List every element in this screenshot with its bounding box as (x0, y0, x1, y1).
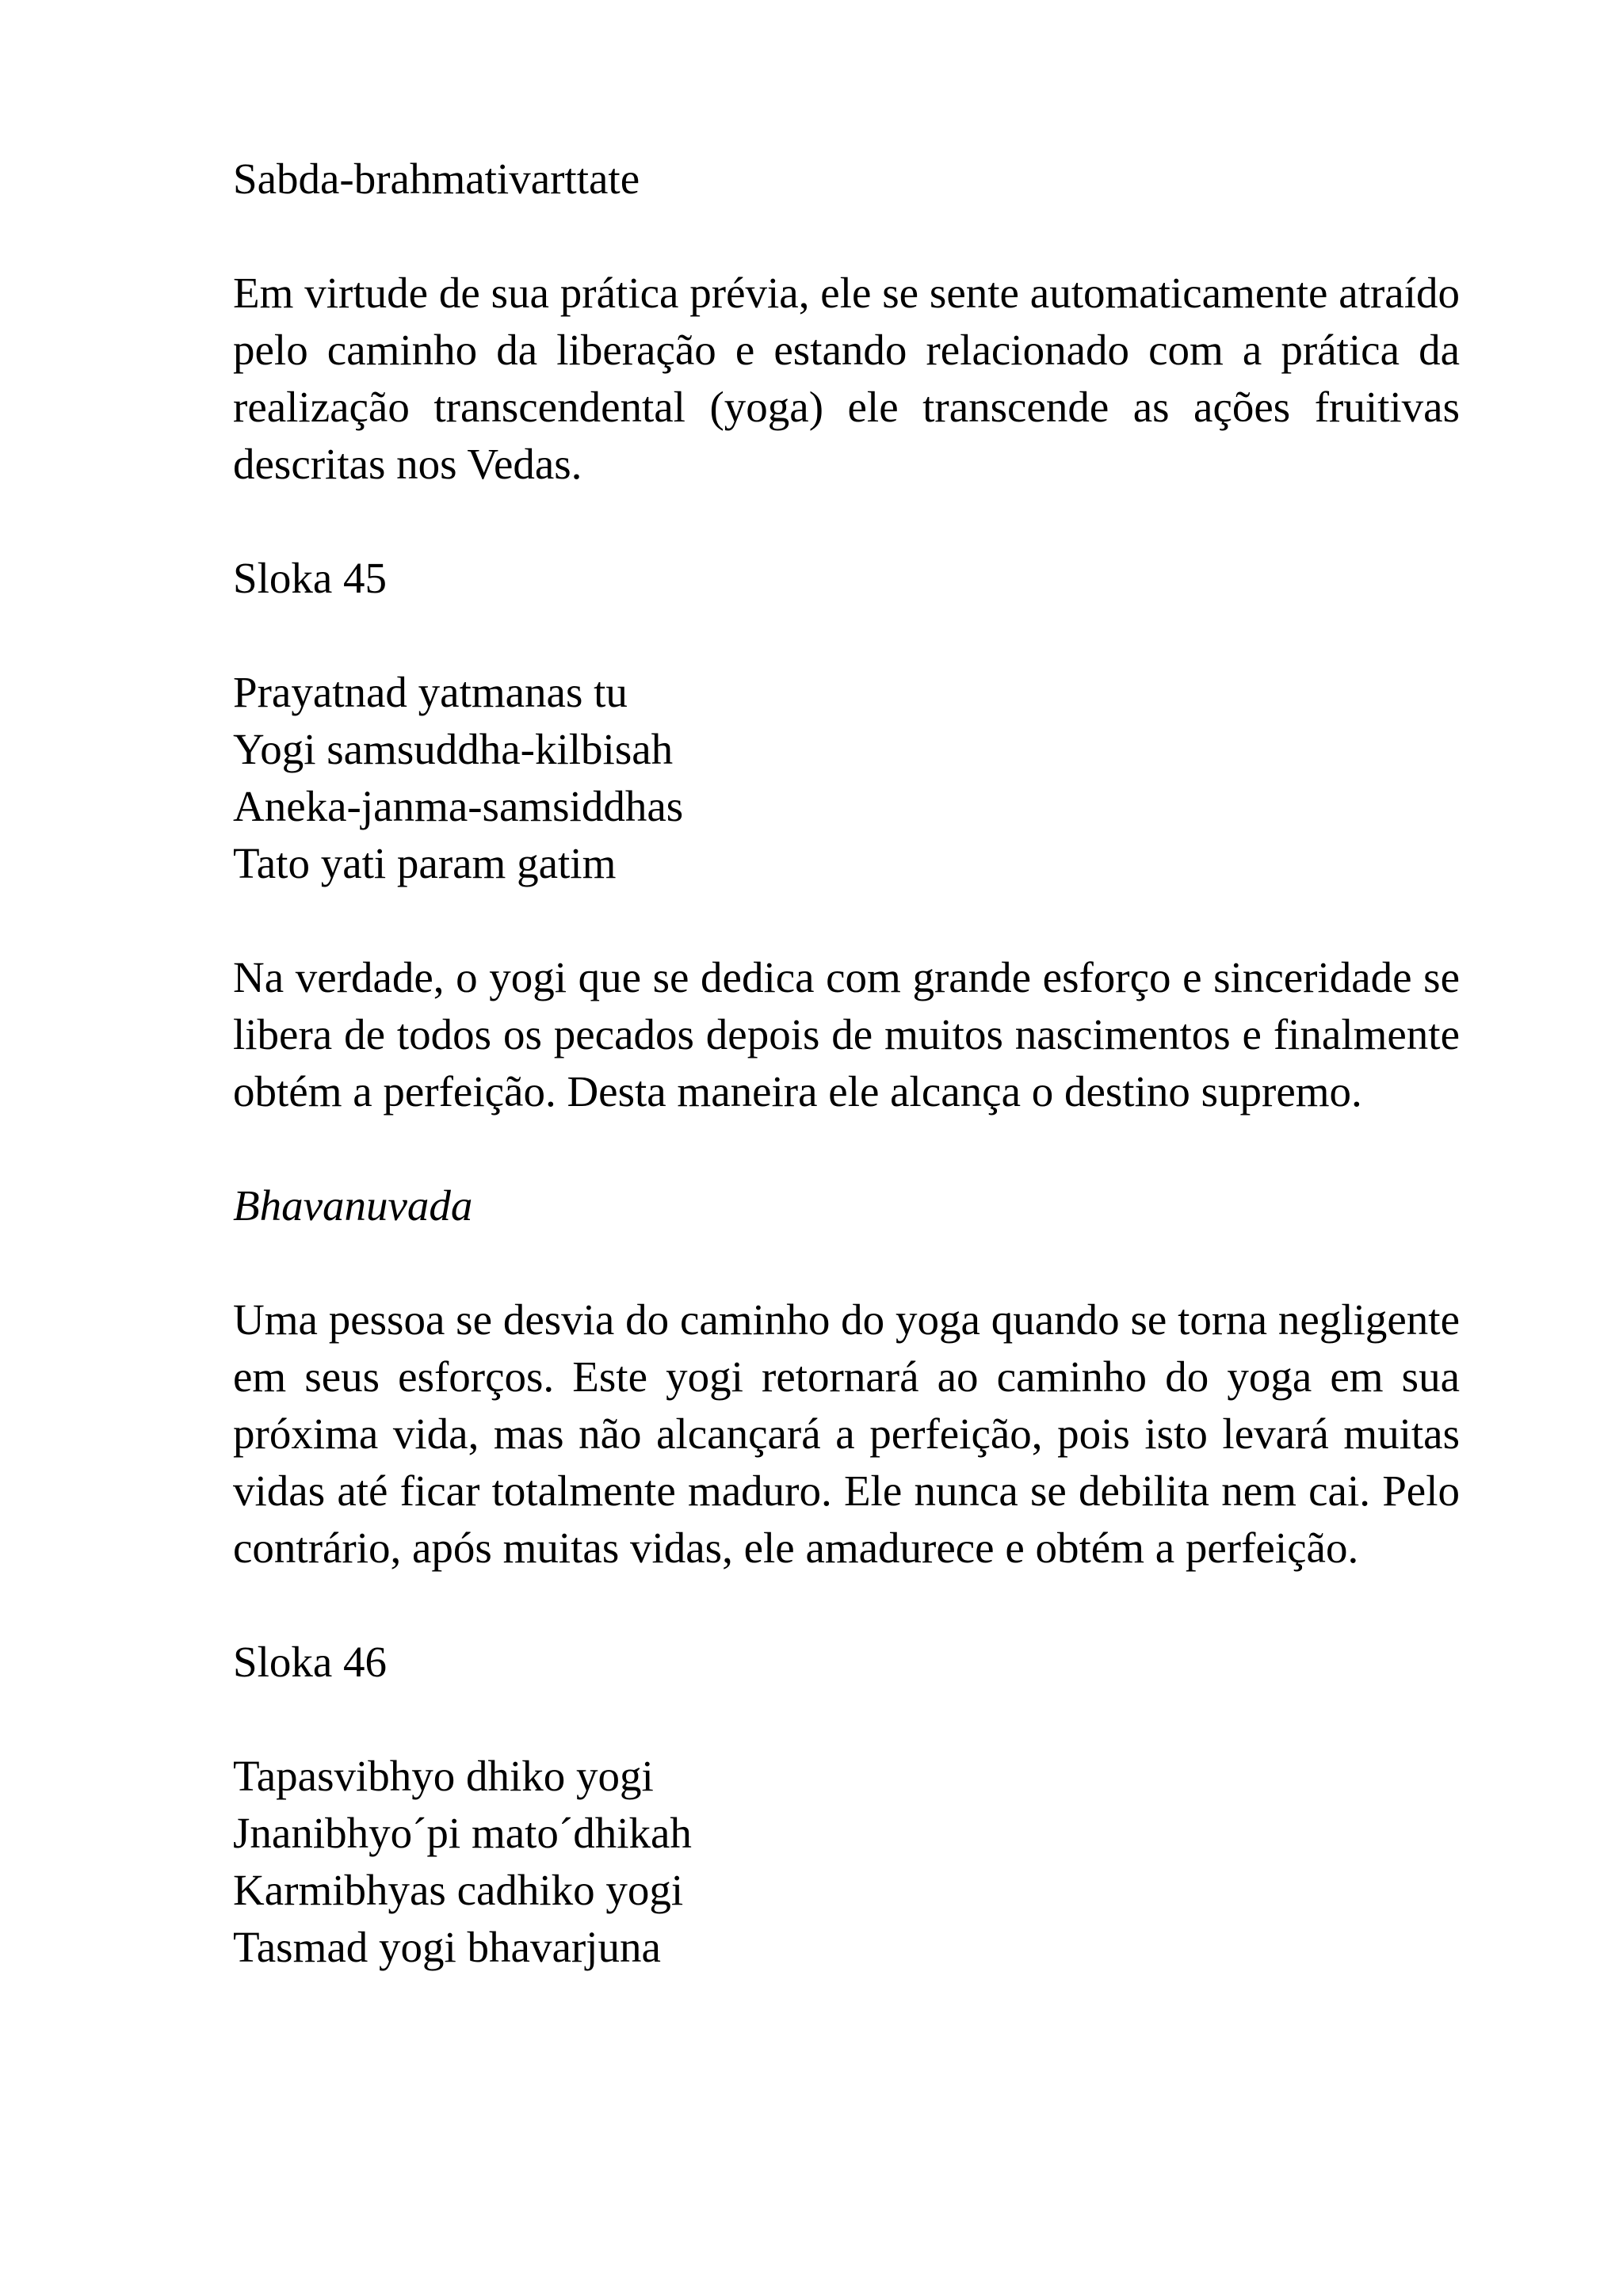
verse-line: Prayatnad yatmanas tu (233, 668, 628, 716)
verse-line: Aneka-janma-samsiddhas (233, 782, 684, 830)
translation-paragraph-45: Na verdade, o yogi que se dedica com grande esforço e sinceridade se libera de todos os pecados depois de muitos nascimentos e finalmente obtém a perfeição. Desta maneira ele alcança o destino supremo. (233, 953, 1460, 1116)
sloka-45-heading: Sloka 45 (233, 554, 388, 602)
sloka-46-heading: Sloka 46 (233, 1638, 388, 1686)
verse-line: Tasmad yogi bhavarjuna (233, 1923, 661, 1971)
sloka-46-verse (233, 1748, 1460, 1976)
verse-line: Tapasvibhyo dhiko yogi (233, 1752, 654, 1800)
translation-paragraph-44: Em virtude de sua prática prévia, ele se sente automaticamente atraído pelo caminho da liberação e estando relacionado com a prática da realização transcendental (yoga) ele transcende as ações fruitivas descritas nos Vedas. (233, 269, 1460, 488)
verse-line: Tato yati param gatim (233, 839, 617, 887)
bhavanuvada-paragraph: Uma pessoa se desvia do caminho do yoga quando se torna negligente em seus esforços. Este yogi retornará ao caminho do yoga em sua próxima vida, mas não alcançará a perfeição, pois isto levará muitas vidas até ficar totalmente maduro. Ele nunca se debilita nem cai. Pelo contrário, após muitas vidas, ele amadurece e obtém a perfeição. (233, 1295, 1460, 1572)
verse-line: Karmibhyas cadhiko yogi (233, 1866, 684, 1914)
verse-line: Yogi samsuddha-kilbisah (233, 725, 674, 773)
verse-continuation-line: Sabda-brahmativarttate (233, 154, 640, 203)
verse-line: Jnanibhyo´pi mato´dhikah (233, 1809, 692, 1857)
bhavanuvada-heading: Bhavanuvada (233, 1181, 473, 1230)
sloka-45-verse (233, 664, 1460, 892)
page-content (233, 151, 1460, 1976)
